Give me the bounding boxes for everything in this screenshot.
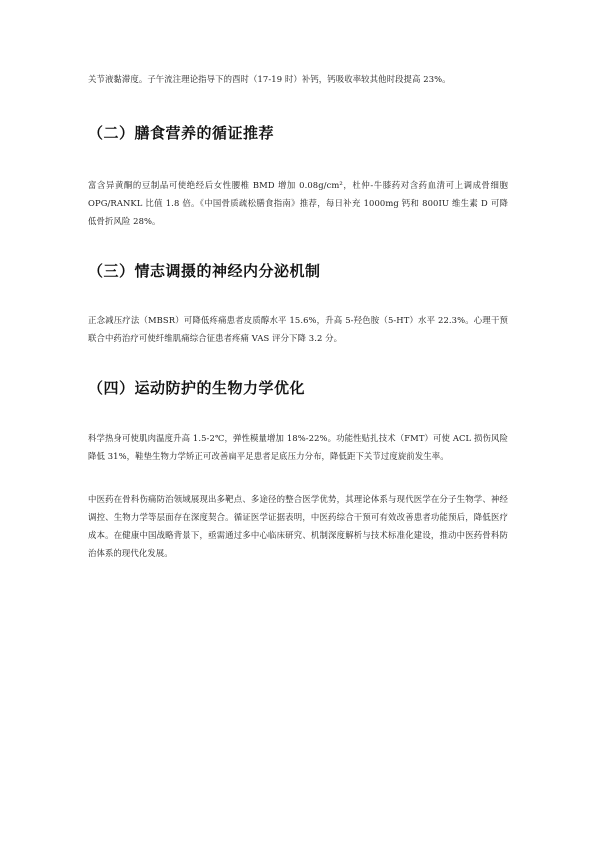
paragraph-conclusion: 中医药在骨科伤痛防治领域展现出多靶点、多途径的整合医学优势，其理论体系与现代医学在分子生物学、神经调控、生物力学等层面存在深度契合。循证医学证据表明，中医药综合干预可有效改善患者功能预后，降低医疗成本。在健康中国战略背景下，亟需通过多中心临床研究、机制深度解析与技术标准化建设，推动中医药骨科防治体系的现代化发展。 xyxy=(88,494,508,558)
section-heading-diet: （二）膳食营养的循证推荐 xyxy=(88,124,275,142)
section-heading-emotion: （三）情志调摄的神经内分泌机制 xyxy=(88,262,321,280)
paragraph-exercise: 科学热身可使肌肉温度升高 1.5-2℃，弹性模量增加 18%-22%。功能性贴扎技术（FMT）可使 ACL 损伤风险降低 31%，鞋垫生物力学矫正可改善扁平足患者足底压力分布，降低距下关节过度旋前发生率。 xyxy=(88,433,508,461)
paragraph-intro-continuation: 关节液黏滞度。子午流注理论指导下的酉时（17-19 时）补钙，钙吸收率较其他时段提高 23%。 xyxy=(88,74,451,84)
paragraph-emotion: 正念减压疗法（MBSR）可降低疼痛患者皮质醇水平 15.6%，升高 5-羟色胺（5-HT）水平 22.3%。心理干预联合中药治疗可使纤维肌痛综合征患者疼痛 VAS 评分下降 3.2 分。 xyxy=(88,315,508,343)
paragraph-diet: 富含异黄酮的豆制品可使绝经后女性腰椎 BMD 增加 0.08g/cm²，杜仲-牛膝药对含药血清可上调成骨细胞 OPG/RANKL 比值 1.8 倍。《中国骨质疏松膳食指南》推荐，每日补充 1000mg 钙和 800IU 维生素 D 可降低骨折风险 28%。 xyxy=(88,180,508,226)
section-heading-exercise: （四）运动防护的生物力学优化 xyxy=(88,379,306,397)
